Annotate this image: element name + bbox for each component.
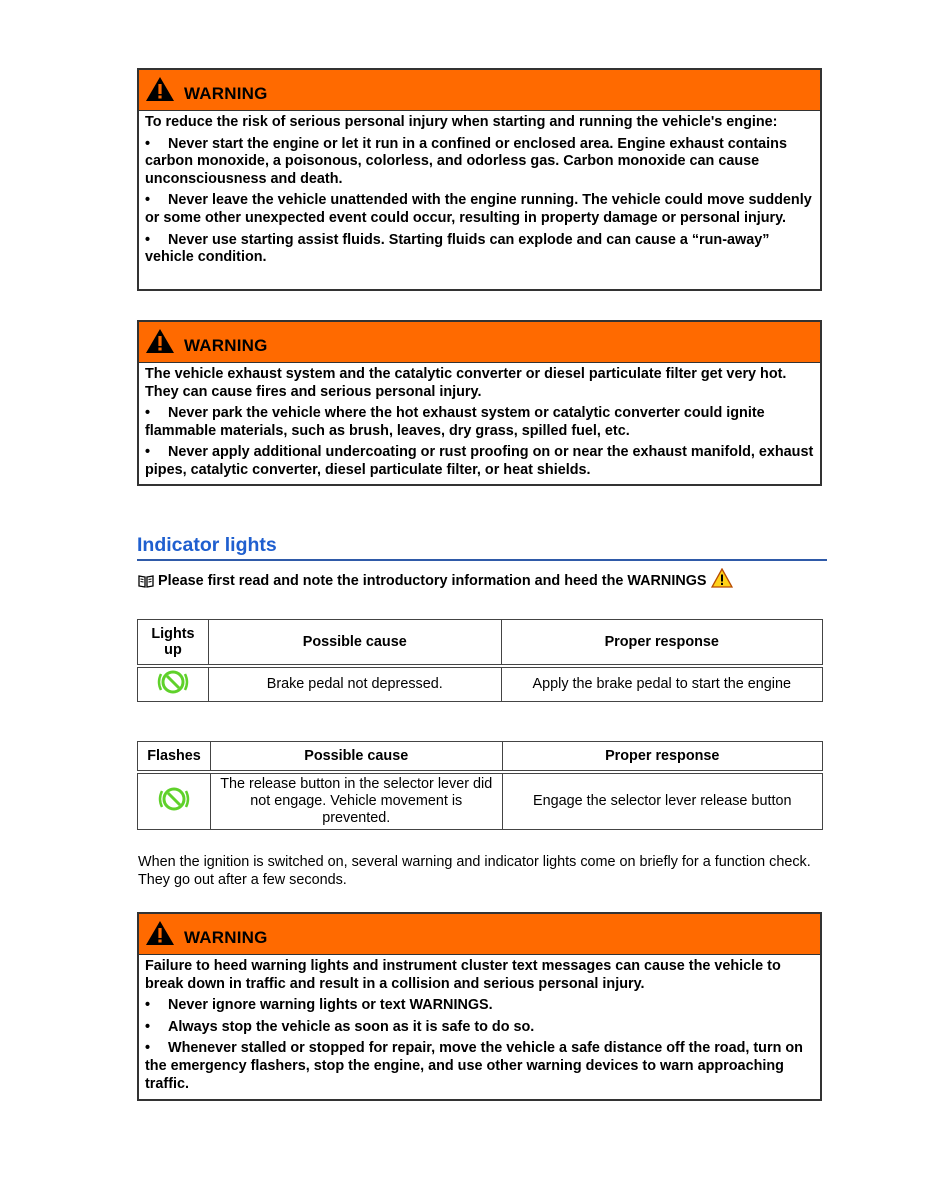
column-header: Flashes	[138, 742, 211, 772]
indicator-table-lights-up	[137, 619, 823, 702]
warning-triangle-icon	[711, 568, 733, 588]
warning-bullet: • Never use starting assist fluids. Starting fluids can explode and can cause a “run-away” vehicle condition.	[145, 231, 770, 266]
warning-header	[139, 322, 820, 363]
bullet-dot-icon: •	[145, 1040, 151, 1057]
bullet-dot-icon: •	[145, 1018, 151, 1035]
section-title: Indicator lights	[137, 534, 277, 556]
brake-pedal-green-icon	[157, 669, 189, 695]
column-header: Possible cause	[210, 742, 502, 772]
section-intro	[138, 573, 733, 589]
section-intro-text: Please first read and note the introductory information and heed the WARNINGS	[158, 573, 707, 589]
column-header: Possible cause	[208, 620, 501, 666]
warning-body	[139, 111, 820, 275]
warning-box-indicator-lights	[137, 912, 822, 1101]
warning-body	[139, 955, 820, 1101]
warning-header	[139, 70, 820, 111]
bullet-dot-icon: •	[145, 231, 151, 248]
response-cell: Apply the brake pedal to start the engine	[501, 666, 823, 702]
indicator-table-flashes	[137, 741, 823, 830]
warning-box-engine-start	[137, 68, 822, 291]
column-header: Proper response	[501, 620, 823, 666]
table-row	[138, 666, 823, 702]
warning-triangle-icon	[145, 920, 175, 946]
warning-triangle-icon	[145, 328, 175, 354]
column-header: Proper response	[502, 742, 823, 772]
indicator-cell	[138, 666, 209, 702]
warning-title: WARNING	[184, 84, 268, 103]
warning-title: WARNING	[184, 928, 268, 947]
indicator-cell	[138, 772, 211, 830]
warning-body	[139, 363, 820, 488]
section-divider	[137, 559, 827, 561]
warning-triangle-icon	[145, 76, 175, 102]
cause-cell: Brake pedal not depressed.	[208, 666, 501, 702]
warning-bullet: • Never apply additional undercoating or rust proofing on or near the exhaust manifold, exhaust pipes, catalytic converter, diesel particulate filter, or heat shields.	[145, 444, 814, 478]
table-row	[138, 772, 823, 830]
column-header: Lights up	[138, 620, 209, 666]
bullet-dot-icon: •	[145, 135, 151, 152]
bullet-dot-icon: •	[145, 192, 151, 209]
selector-lever-green-icon	[158, 786, 190, 812]
warning-intro: The vehicle exhaust system and the catalytic converter or diesel particulate filter get very hot. They can cause fires and serious personal injury.	[145, 366, 787, 400]
warning-header	[139, 914, 820, 955]
warning-box-exhaust	[137, 320, 822, 486]
bullet-dot-icon: •	[145, 997, 151, 1014]
bullet-dot-icon: •	[145, 444, 151, 461]
book-icon	[138, 574, 154, 588]
warning-bullet: • Never park the vehicle where the hot exhaust system or catalytic converter could ignite flammable materials, such as brush, leaves, dry grass, spilled fuel, etc.	[145, 405, 765, 439]
note-paragraph: When the ignition is switched on, several warning and indicator lights come on briefly for a function check. They go out after a few seconds.	[138, 854, 811, 888]
warning-bullet: • Never start the engine or let it run in a confined or enclosed area. Engine exhaust contains carbon monoxide, a poisonous, colorless, and odorless gas. Carbon monoxide can cause unconsciousness and death.	[145, 135, 787, 187]
response-cell: Engage the selector lever release button	[502, 772, 823, 830]
warning-bullet: • Always stop the vehicle as soon as it is safe to do so.	[145, 1018, 535, 1035]
warning-intro: To reduce the risk of serious personal injury when starting and running the vehicle's engine:	[145, 114, 778, 130]
cause-cell: The release button in the selector lever did not engage. Vehicle movement is prevented.	[210, 772, 502, 830]
warning-title: WARNING	[184, 336, 268, 355]
warning-bullet: • Whenever stalled or stopped for repair, move the vehicle a safe distance off the road, turn on the emergency flashers, stop the engine, and use other warning devices to warn approaching traffic.	[145, 1040, 803, 1092]
warning-bullet: • Never leave the vehicle unattended with the engine running. The vehicle could move suddenly or some other unexpected event could occur, resulting in property damage or personal injury.	[145, 192, 812, 226]
bullet-dot-icon: •	[145, 405, 151, 422]
warning-bullet: • Never ignore warning lights or text WARNINGS.	[145, 997, 493, 1014]
warning-intro: Failure to heed warning lights and instrument cluster text messages can cause the vehicle to break down in traffic and result in a collision and serious personal injury.	[145, 958, 781, 992]
